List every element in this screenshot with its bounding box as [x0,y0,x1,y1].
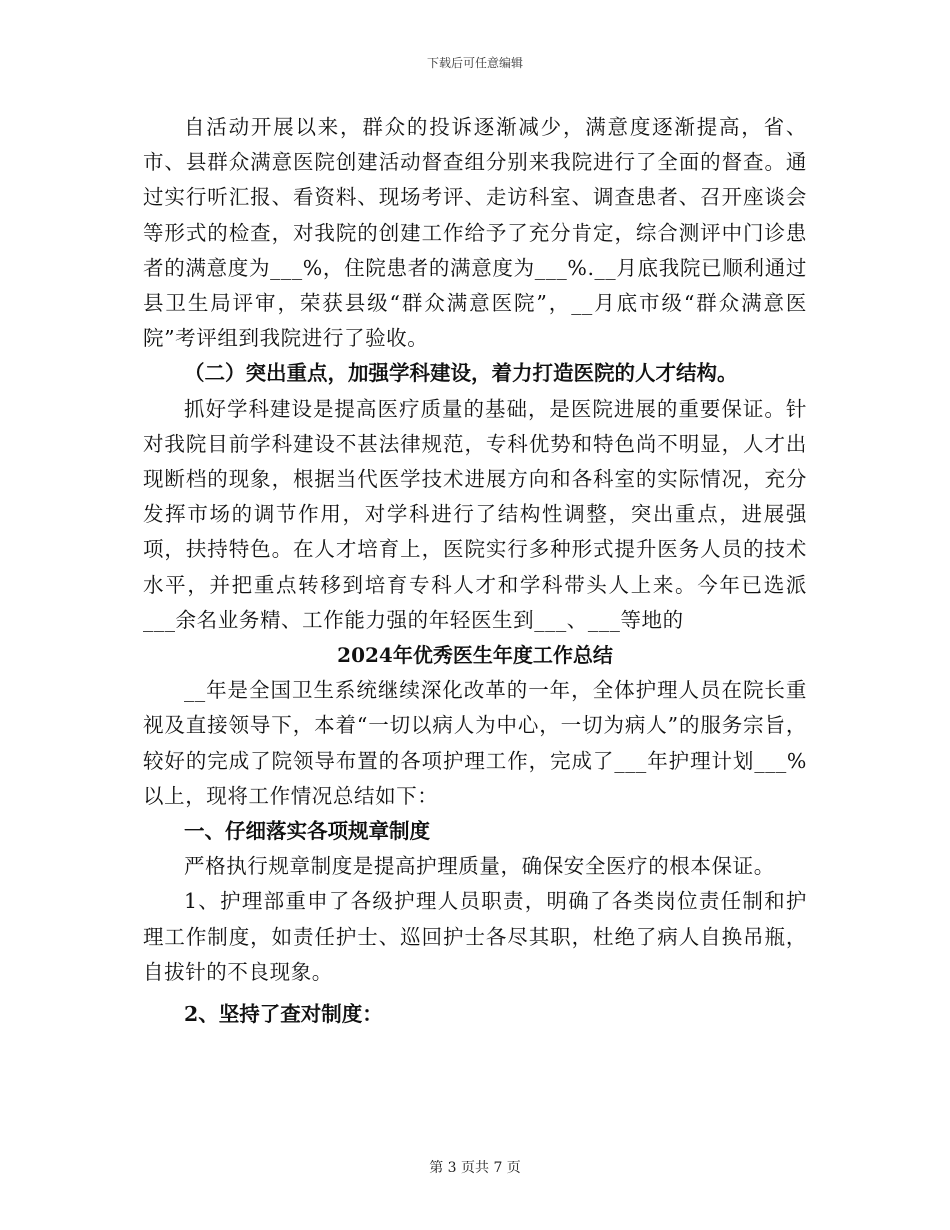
heading-part-one: 一、仔细落实各项规章制度 [184,819,430,844]
paragraph-satisfaction: 自活动开展以来，群众的投诉逐渐减少，满意度逐渐提高，省、市、县群众满意医院创建活动督查组分别来我院进行了全面的督查。通过实行听汇报、看资料、现场考评、走访科室、调查患者、召开座谈会等形式的检查，对我院的创建工作给予了充分肯定，综合测评中门诊患者的满意度为___%，住院患者的满意度为___%.__月底我院已顺利通过县卫生局评审，荣获县级“群众满意医院”，__月底市级“群众满意医院”考评组到我院进行了验收。 [143,115,807,351]
document-title: 2024年优秀医生年度工作总结 [337,643,613,668]
document-body [143,110,807,1037]
page-header: 下载后可任意编辑 [426,56,523,70]
paragraph-intro: __年是全国卫生系统继续深化改革的一年，全体护理人员在院长重视及直接领导下，本着“一切以病人为中心，一切为病人”的服务宗旨，较好的完成了院领导布置的各项护理工作，完成了___年护理计划___%以上，现将工作情况总结如下： [143,678,807,808]
page-footer: 第 3 页共 7 页 [429,1160,521,1176]
paragraph-item-one: 1、护理部重申了各级护理人员职责，明确了各类岗位责任制和护理工作制度，如责任护士、巡回护士各尽其职，杜绝了病人自换吊瓶，自拔针的不良现象。 [143,889,807,984]
paragraph-rules: 严格执行规章制度是提高护理质量，确保安全医疗的根本保证。 [184,854,775,879]
paragraph-discipline: 抓好学科建设是提高医疗质量的基础，是医院进展的重要保证。针对我院目前学科建设不甚法律规范，专科优势和特色尚不明显，人才出现断档的现象，根据当代医学技术进展方向和各科室的实际情况，充分发挥市场的调节作用，对学科进行了结构性调整，突出重点，进展强项，扶持特色。在人才培育上，医院实行多种形式提升医务人员的技术水平，并把重点转移到培育专科人才和学科带头人上来。今年已选派___余名业务精、工作能力强的年轻医生到___、___等地的 [143,396,807,632]
section-heading-discipline: （二）突出重点，加强学科建设，着力打造医院的人才结构。 [184,361,738,386]
heading-item-two: 2、坚持了查对制度： [184,1002,383,1027]
